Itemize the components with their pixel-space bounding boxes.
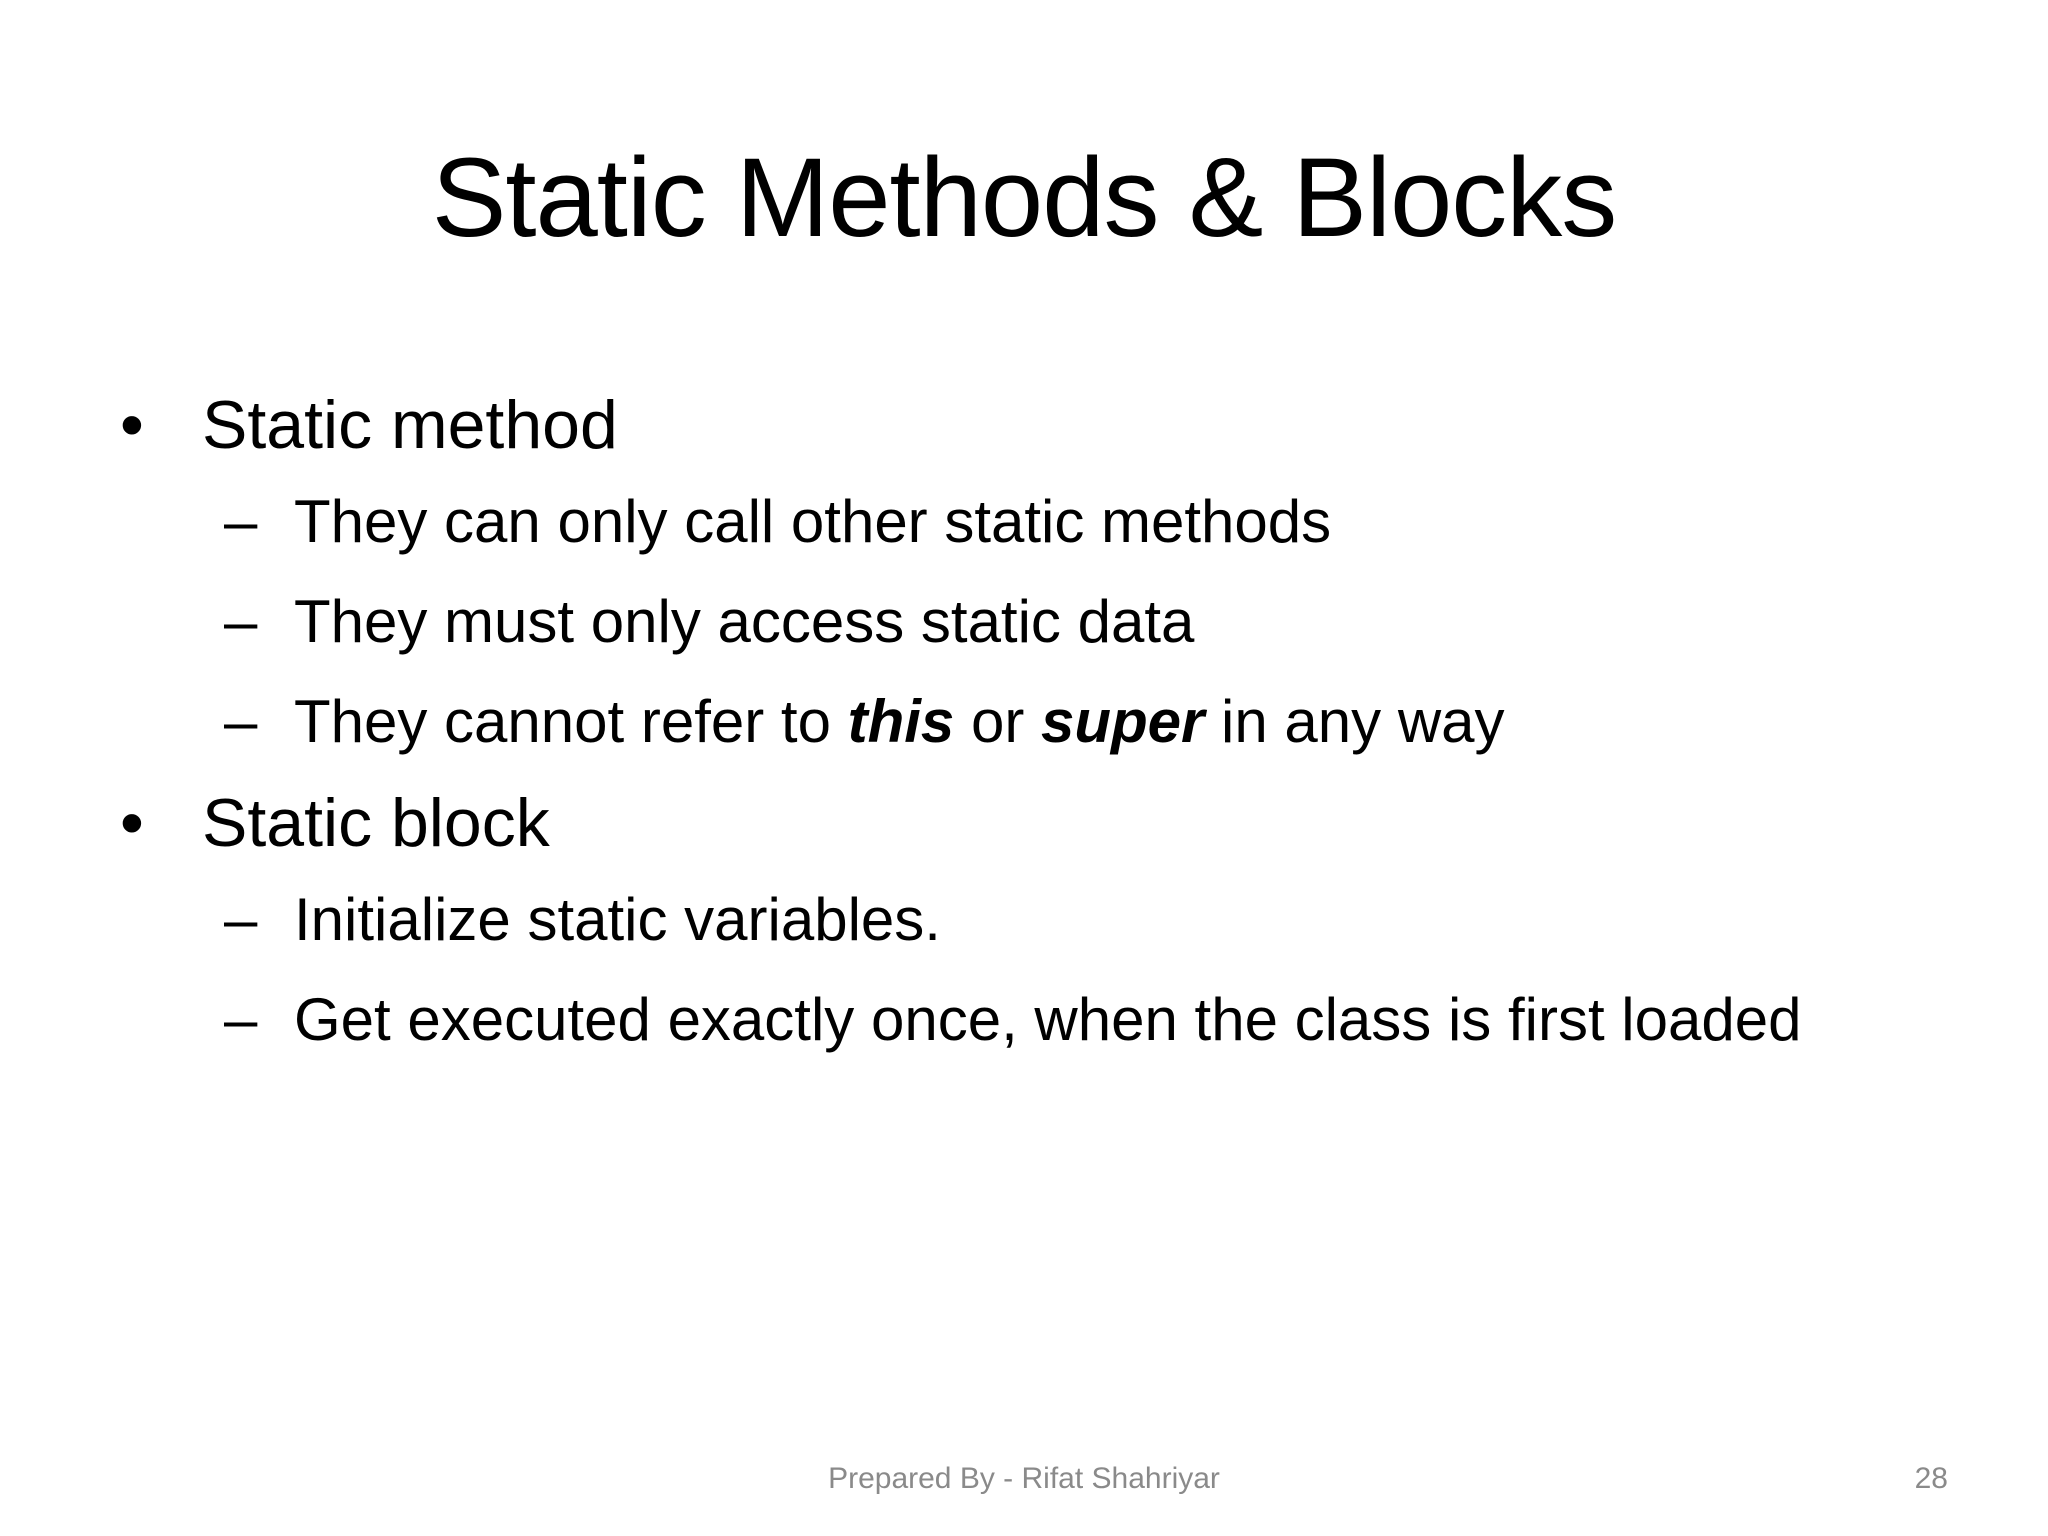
bullet-heading: Static block bbox=[202, 785, 550, 861]
slide-content bbox=[120, 378, 1920, 1070]
sub-bullet-text: Get executed exactly once, when the class is first loaded bbox=[294, 986, 1802, 1053]
sub-bullet-text: They must only access static data bbox=[294, 588, 1195, 655]
slide-title: Static Methods & Blocks bbox=[431, 135, 1617, 260]
keyword-this: this bbox=[847, 688, 955, 755]
sub-bullet bbox=[120, 870, 1920, 970]
bullet-static-block bbox=[120, 776, 1920, 870]
bullet-marker: • bbox=[120, 785, 144, 861]
dash-marker: – bbox=[224, 488, 258, 555]
text-segment: in any way bbox=[1204, 688, 1505, 755]
slide-footer: Prepared By - Rifat Shahriyar bbox=[828, 1462, 1220, 1495]
sub-bullet bbox=[120, 572, 1920, 672]
bullet-static-method bbox=[120, 378, 1920, 472]
keyword-super: super bbox=[1041, 688, 1205, 755]
text-segment: They cannot refer to bbox=[294, 688, 848, 755]
sub-bullet bbox=[120, 970, 1920, 1070]
bullet-marker: • bbox=[120, 387, 144, 463]
bullet-heading: Static method bbox=[202, 387, 618, 463]
sub-bullet bbox=[120, 672, 1920, 772]
sub-bullet-text: Initialize static variables. bbox=[294, 886, 941, 953]
sub-bullet bbox=[120, 472, 1920, 572]
sub-bullet-text: They can only call other static methods bbox=[294, 488, 1332, 555]
dash-marker: – bbox=[224, 986, 258, 1053]
sub-bullet-text bbox=[294, 688, 1505, 755]
page-number: 28 bbox=[1914, 1462, 1948, 1495]
dash-marker: – bbox=[224, 588, 258, 655]
dash-marker: – bbox=[224, 886, 258, 953]
dash-marker: – bbox=[224, 688, 258, 755]
text-segment: or bbox=[954, 688, 1041, 755]
